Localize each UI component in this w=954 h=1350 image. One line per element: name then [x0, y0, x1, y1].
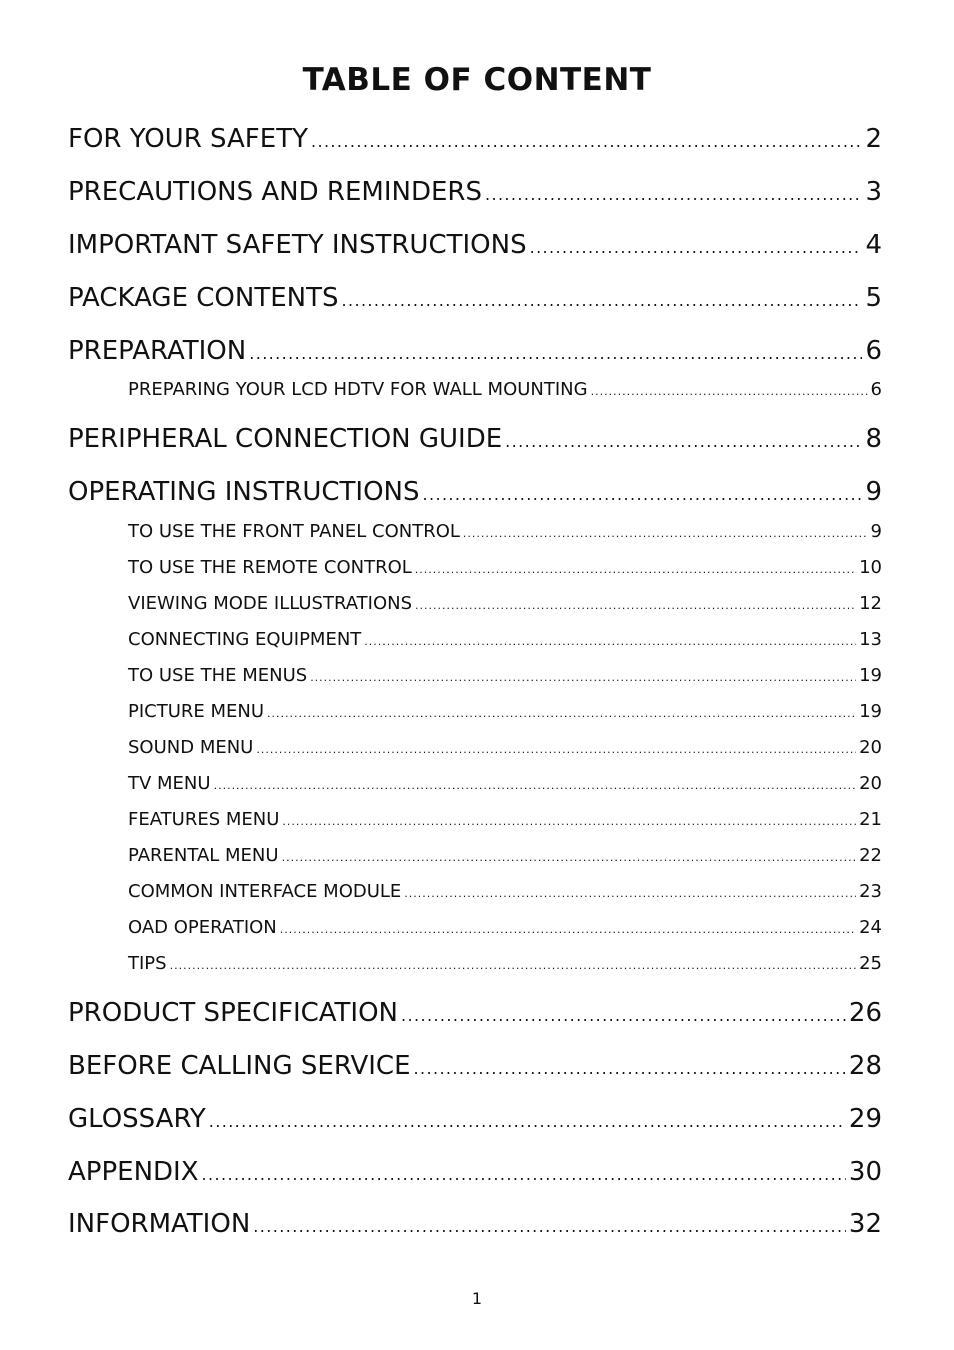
toc-entry-label: TO USE THE REMOTE CONTROL: [128, 557, 412, 578]
dot-leader: [415, 594, 856, 618]
toc-entry-label: GLOSSARY: [68, 1104, 206, 1134]
toc-entry-label: OAD OPERATION: [128, 917, 277, 938]
toc-entry-page: 25: [859, 953, 882, 974]
toc-entry-label: PERIPHERAL CONNECTION GUIDE: [68, 424, 503, 454]
toc-entry-label: CONNECTING EQUIPMENT: [128, 629, 362, 650]
toc-entry-label: TO USE THE MENUS: [128, 665, 308, 686]
dot-leader: [505, 425, 862, 459]
toc-entry-page: 22: [859, 845, 882, 866]
toc-entry-page: 6: [865, 336, 882, 366]
dot-leader: [256, 738, 856, 762]
dot-leader: [422, 478, 862, 512]
toc-entry-page: 30: [848, 1157, 882, 1187]
toc-subentry-remote-control[interactable]: [128, 556, 882, 580]
toc-entry-page: 21: [859, 809, 882, 830]
dot-leader: [591, 380, 868, 404]
toc-entry-label: TO USE THE FRONT PANEL CONTROL: [128, 521, 460, 542]
toc-entry-page: 9: [870, 521, 882, 542]
toc-subentry-wall-mounting[interactable]: [128, 378, 882, 402]
dot-leader: [530, 231, 863, 265]
toc-entry-label: OPERATING INSTRUCTIONS: [68, 477, 420, 507]
toc-entry-page: 24: [859, 917, 882, 938]
dot-leader: [463, 522, 868, 546]
dot-leader: [170, 954, 857, 978]
toc-entry-label: FEATURES MENU: [128, 809, 280, 830]
toc-entry-preparation[interactable]: [68, 334, 882, 368]
toc-entry-label: PREPARATION: [68, 336, 247, 366]
toc-entry-page: 19: [859, 665, 882, 686]
toc-entry-page: 10: [859, 557, 882, 578]
toc-entry-page: 29: [848, 1104, 882, 1134]
toc-subentry-features-menu[interactable]: [128, 808, 882, 832]
toc-entry-page: 2: [865, 124, 882, 154]
toc-entry-page: 3: [865, 177, 882, 207]
toc-entry-package-contents[interactable]: [68, 281, 882, 315]
dot-leader: [414, 1052, 846, 1086]
toc-entry-page: 23: [859, 881, 882, 902]
toc-entry-label: TIPS: [128, 953, 167, 974]
toc-entry-label: IMPORTANT SAFETY INSTRUCTIONS: [68, 230, 527, 260]
dot-leader: [404, 882, 856, 906]
toc-entry-label: PREPARING YOUR LCD HDTV FOR WALL MOUNTING: [128, 379, 588, 400]
toc-entry-page: 28: [848, 1051, 882, 1081]
toc-entry-peripheral-connection[interactable]: [68, 422, 882, 456]
toc-entry-label: TV MENU: [128, 773, 211, 794]
dot-leader: [249, 337, 862, 371]
dot-leader: [202, 1158, 846, 1192]
dot-leader: [253, 1210, 846, 1244]
toc-entry-label: PACKAGE CONTENTS: [68, 283, 339, 313]
toc-entry-label: FOR YOUR SAFETY: [68, 124, 308, 154]
toc-entry-page: 6: [870, 379, 882, 400]
toc-entry-label: PARENTAL MENU: [128, 845, 279, 866]
toc-entry-page: 9: [865, 477, 882, 507]
toc-entry-page: 19: [859, 701, 882, 722]
toc-entry-page: 5: [865, 283, 882, 313]
dot-leader: [415, 558, 856, 582]
toc-subentry-use-menus[interactable]: [128, 664, 882, 688]
toc-entry-page: 26: [848, 998, 882, 1028]
toc-entry-label: COMMON INTERFACE MODULE: [128, 881, 402, 902]
dot-leader: [267, 702, 856, 726]
toc-entry-appendix[interactable]: [68, 1155, 882, 1189]
toc-subentry-tv-menu[interactable]: [128, 772, 882, 796]
toc-entry-page: 20: [859, 773, 882, 794]
toc-entry-page: 13: [859, 629, 882, 650]
toc-entry-important-safety[interactable]: [68, 228, 882, 262]
toc-entry-page: 12: [859, 593, 882, 614]
toc-entry-label: PICTURE MENU: [128, 701, 265, 722]
toc-entry-label: INFORMATION: [68, 1209, 251, 1239]
toc-entry-page: 4: [865, 230, 882, 260]
dot-leader: [485, 178, 862, 212]
dot-leader: [311, 125, 862, 159]
toc-subentry-front-panel[interactable]: [128, 520, 882, 544]
toc-entry-label: VIEWING MODE ILLUSTRATIONS: [128, 593, 413, 614]
page-number: 1: [471, 1289, 483, 1308]
toc-entry-label: APPENDIX: [68, 1157, 199, 1187]
dot-leader: [341, 284, 862, 318]
dot-leader: [282, 846, 857, 870]
toc-subentry-viewing-mode[interactable]: [128, 592, 882, 616]
dot-leader: [214, 774, 857, 798]
toc-entry-label: BEFORE CALLING SERVICE: [68, 1051, 411, 1081]
dot-leader: [401, 999, 846, 1033]
dot-leader: [282, 810, 856, 834]
toc-entry-information[interactable]: [68, 1207, 882, 1241]
page-title: TABLE OF CONTENT: [302, 62, 652, 98]
toc-subentry-sound-menu[interactable]: [128, 736, 882, 760]
dot-leader: [310, 666, 856, 690]
toc-entry-before-calling-service[interactable]: [68, 1049, 882, 1083]
toc-entry-for-your-safety[interactable]: [68, 122, 882, 156]
toc-subentry-parental-menu[interactable]: [128, 844, 882, 868]
dot-leader: [209, 1105, 846, 1139]
toc-entry-page: 32: [848, 1209, 882, 1239]
toc-entry-product-specification[interactable]: [68, 996, 882, 1030]
toc-entry-label: SOUND MENU: [128, 737, 254, 758]
toc-subentry-common-interface[interactable]: [128, 880, 882, 904]
toc-entry-page: 8: [865, 424, 882, 454]
toc-entry-precautions[interactable]: [68, 175, 882, 209]
toc-entry-page: 20: [859, 737, 882, 758]
dot-leader: [280, 918, 856, 942]
dot-leader: [364, 630, 856, 654]
toc-subentry-oad-operation[interactable]: [128, 916, 882, 940]
toc-subentry-tips[interactable]: [128, 952, 882, 976]
toc-entry-glossary[interactable]: [68, 1102, 882, 1136]
toc-entry-label: PRODUCT SPECIFICATION: [68, 998, 399, 1028]
toc-subentry-picture-menu[interactable]: [128, 700, 882, 724]
toc-entry-operating-instructions[interactable]: [68, 475, 882, 509]
toc-subentry-connecting-equipment[interactable]: [128, 628, 882, 652]
toc-entry-label: PRECAUTIONS AND REMINDERS: [68, 177, 482, 207]
